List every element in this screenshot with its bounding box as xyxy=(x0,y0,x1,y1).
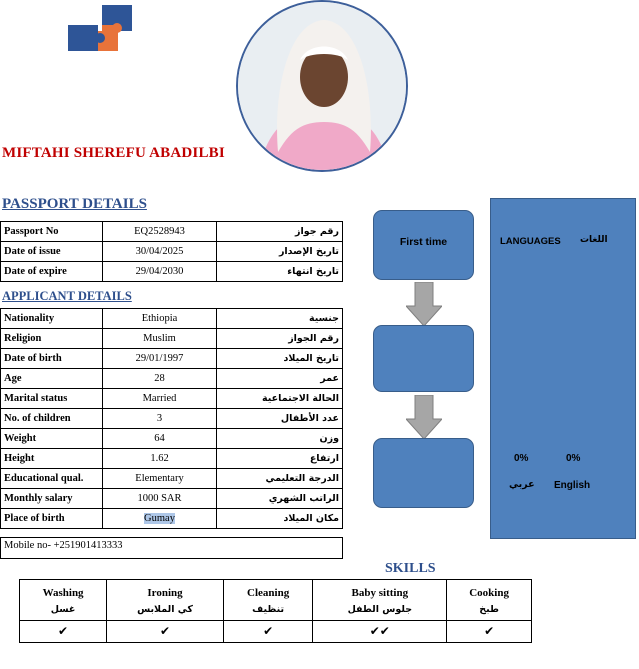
religion-value: Muslim xyxy=(103,329,217,349)
skill-baby-sitting: Baby sitting xyxy=(313,580,447,600)
company-logo xyxy=(68,5,138,51)
weight-arabic: وزن xyxy=(217,429,343,449)
languages-title-arabic: اللغات xyxy=(580,235,608,245)
date-of-birth-value: 29/01/1997 xyxy=(103,349,217,369)
skill-cooking: Cooking xyxy=(447,580,532,600)
table-row xyxy=(1,369,343,389)
place-of-birth-arabic: مكان الميلاد xyxy=(217,509,343,529)
skill-ironing-arabic: كي الملابس xyxy=(107,600,224,621)
children-value: 3 xyxy=(103,409,217,429)
skill-baby-sitting-arabic: جلوس الطفل xyxy=(313,600,447,621)
date-of-issue-arabic: تاريخ الإصدار xyxy=(217,242,343,262)
table-row xyxy=(1,409,343,429)
nationality-arabic: جنسية xyxy=(217,309,343,329)
passport-no-label: Passport No xyxy=(1,222,103,242)
education-arabic: الدرجة التعليمي xyxy=(217,469,343,489)
education-value: Elementary xyxy=(103,469,217,489)
skill-washing-check: ✔ xyxy=(20,621,107,643)
table-row xyxy=(1,469,343,489)
religion-arabic: رقم الجواز xyxy=(217,329,343,349)
date-of-issue-value: 30/04/2025 xyxy=(103,242,217,262)
candidate-name: MIFTAHI SHEREFU ABADILBI xyxy=(2,145,225,161)
salary-arabic: الراتب الشهري xyxy=(217,489,343,509)
skills-table xyxy=(19,579,532,643)
date-of-expire-arabic: تاريخ انتهاء xyxy=(217,262,343,282)
flow-box-second xyxy=(373,325,474,392)
skill-ironing: Ironing xyxy=(107,580,224,600)
skill-ironing-check: ✔ xyxy=(107,621,224,643)
down-arrow-icon xyxy=(406,395,442,439)
place-of-birth-label: Place of birth xyxy=(1,509,103,529)
passport-details-title: PASSPORT DETAILS xyxy=(2,196,147,212)
salary-value: 1000 SAR xyxy=(103,489,217,509)
place-of-birth-value xyxy=(103,509,217,529)
age-label: Age xyxy=(1,369,103,389)
place-of-birth-text: Gumay xyxy=(144,513,175,524)
arabic-language-label: عربي xyxy=(509,479,535,490)
weight-value: 64 xyxy=(103,429,217,449)
table-row xyxy=(20,580,532,600)
languages-title: LANGUAGES xyxy=(500,236,561,247)
date-of-expire-label: Date of expire xyxy=(1,262,103,282)
table-row xyxy=(1,489,343,509)
marital-status-value: Married xyxy=(103,389,217,409)
table-row xyxy=(1,329,343,349)
table-row xyxy=(20,600,532,621)
table-row xyxy=(1,429,343,449)
salary-label: Monthly salary xyxy=(1,489,103,509)
flow-box-third xyxy=(373,438,474,508)
children-arabic: عدد الأطفال xyxy=(217,409,343,429)
table-row xyxy=(1,309,343,329)
table-row xyxy=(1,242,343,262)
age-value: 28 xyxy=(103,369,217,389)
children-label: No. of children xyxy=(1,409,103,429)
height-arabic: ارتفاع xyxy=(217,449,343,469)
skill-washing: Washing xyxy=(20,580,107,600)
date-of-birth-label: Date of birth xyxy=(1,349,103,369)
skill-cooking-arabic: طبخ xyxy=(447,600,532,621)
marital-status-arabic: الحالة الاجتماعية xyxy=(217,389,343,409)
skill-cleaning-arabic: تنظيف xyxy=(223,600,313,621)
table-row xyxy=(20,621,532,643)
date-of-expire-value: 29/04/2030 xyxy=(103,262,217,282)
marital-status-label: Marital status xyxy=(1,389,103,409)
english-language-label: English xyxy=(554,480,591,491)
passport-no-value: EQ2528943 xyxy=(103,222,217,242)
passport-table xyxy=(0,221,343,282)
skill-cleaning: Cleaning xyxy=(223,580,313,600)
weight-label: Weight xyxy=(1,429,103,449)
passport-no-arabic: رقم جواز xyxy=(217,222,343,242)
skills-title: SKILLS xyxy=(385,561,436,576)
height-label: Height xyxy=(1,449,103,469)
height-value: 1.62 xyxy=(103,449,217,469)
candidate-photo xyxy=(236,0,408,172)
religion-label: Religion xyxy=(1,329,103,349)
table-row xyxy=(1,262,343,282)
table-row xyxy=(1,349,343,369)
table-row xyxy=(1,222,343,242)
english-percent: 0% xyxy=(566,453,581,464)
education-label: Educational qual. xyxy=(1,469,103,489)
table-row xyxy=(1,509,343,529)
date-of-birth-arabic: تاريخ الميلاد xyxy=(217,349,343,369)
skill-cleaning-check: ✔ xyxy=(223,621,313,643)
applicant-table xyxy=(0,308,343,529)
skill-cooking-check: ✔ xyxy=(447,621,532,643)
arabic-percent: 0% xyxy=(514,453,529,464)
age-arabic: عمر xyxy=(217,369,343,389)
applicant-details-title: APPLICANT DETAILS xyxy=(2,289,132,303)
skill-baby-sitting-check: ✔✔ xyxy=(313,621,447,643)
nationality-label: Nationality xyxy=(1,309,103,329)
flow-box-first-label: First time xyxy=(399,236,448,248)
table-row xyxy=(1,389,343,409)
table-row xyxy=(1,449,343,469)
nationality-value: Ethiopia xyxy=(103,309,217,329)
mobile-number: Mobile no- +251901413333 xyxy=(0,537,343,559)
down-arrow-icon xyxy=(406,282,442,326)
skill-washing-arabic: غسل xyxy=(20,600,107,621)
date-of-issue-label: Date of issue xyxy=(1,242,103,262)
